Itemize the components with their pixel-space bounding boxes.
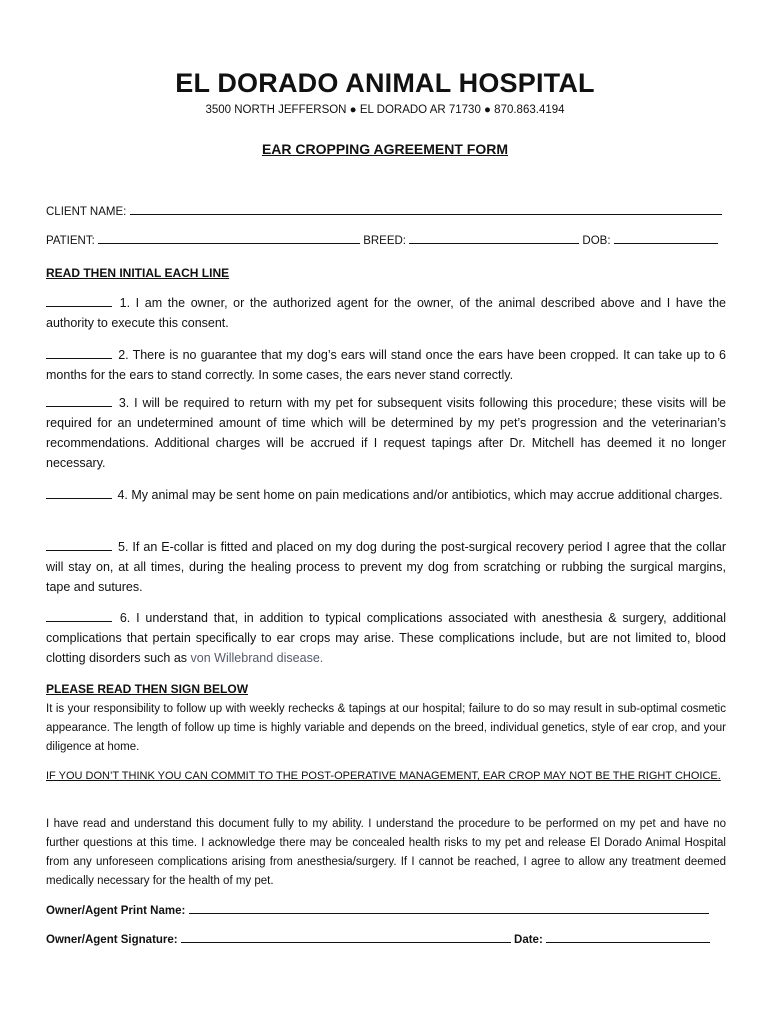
form-title: EAR CROPPING AGREEMENT FORM	[261, 141, 509, 157]
consent-paragraph: I have read and understand this document fully to my ability. I understand the procedure to be performed on my pet and have no further questions at this time. I acknowledge there may be concealed health risks to my pet and release El Dorado Animal Hospital from any unforeseen complications arising from anesthesia/surgery. If I cannot be reached, I agree to allow any treatment deemed medically necessary for the health of my pet.	[46, 818, 726, 887]
consent-item-6	[46, 608, 726, 668]
dob-field[interactable]	[614, 232, 718, 244]
breed-field[interactable]	[409, 232, 579, 244]
initial-field[interactable]	[46, 394, 112, 407]
initial-field[interactable]	[46, 538, 112, 551]
consent-item-5	[46, 537, 726, 597]
print-name-row	[46, 902, 726, 917]
initial-field[interactable]	[46, 294, 112, 307]
item-text: 1. I am the owner, or the authorized agent for the owner, of the animal described above and I have the authority to execute this consent.	[46, 296, 726, 330]
signature-label: Owner/Agent Signature:	[46, 934, 178, 946]
item-text: 2. There is no guarantee that my dog’s ears will stand once the ears have been cropped. It can take up to 6 months for the ears to stand correctly. In some cases, the ears never stand correctly.	[46, 348, 726, 382]
commitment-warning: IF YOU DON’T THINK YOU CAN COMMIT TO THE POST-OPERATIVE MANAGEMENT, EAR CROP MAY NOT BE THE RIGHT CHOICE.	[46, 770, 721, 782]
client-name-row	[46, 203, 726, 218]
client-name-field[interactable]	[130, 203, 722, 215]
dob-label: DOB:	[582, 235, 611, 247]
item-text: 3. I will be required to return with my pet for subsequent visits following this procedure; these visits will be required for an undetermined amount of time which will be determined by my pet’s progression and the veterinarian’s recommendations. Additional charges will be accrued if I request tapings after Dr. Mitchell has deemed it no longer necessary.	[46, 396, 726, 470]
item-text: 6. I understand that, in addition to typical complications associated with anesthesia & surgery, additional complications that pertain specifically to ear crops may arise. These complications include, but are not limited to, blood clotting disorders such as	[46, 611, 726, 665]
client-name-label: CLIENT NAME:	[46, 206, 127, 218]
consent-item-2	[46, 345, 726, 385]
consent-item-1	[46, 293, 726, 333]
date-field[interactable]	[546, 931, 710, 943]
consent-item-4	[46, 485, 726, 505]
von-willebrand-link[interactable]: von Willebrand disease.	[190, 651, 324, 665]
print-name-label: Owner/Agent Print Name:	[46, 905, 186, 917]
breed-label: BREED:	[363, 235, 407, 247]
patient-label: PATIENT:	[46, 235, 95, 247]
hospital-name: EL DORADO ANIMAL HOSPITAL	[175, 68, 595, 98]
initial-section-heading: READ THEN INITIAL EACH LINE	[46, 266, 230, 280]
signature-field[interactable]	[181, 931, 511, 943]
patient-row	[46, 232, 726, 247]
item-text: 4. My animal may be sent home on pain medications and/or antibiotics, which may accrue additional charges.	[117, 488, 723, 502]
print-name-field[interactable]	[189, 902, 709, 914]
signature-row	[46, 931, 726, 946]
initial-field[interactable]	[46, 609, 112, 622]
patient-field[interactable]	[98, 232, 360, 244]
consent-item-3	[46, 393, 726, 473]
responsibility-paragraph: It is your responsibility to follow up with weekly rechecks & tapings at our hospital; failure to do so may result in sub-optimal cosmetic appearance. The length of follow up time is highly variable and depends on the breed, individual genetics, style of ear crop, and your diligence at home.	[46, 703, 726, 753]
initial-field[interactable]	[46, 346, 112, 359]
initial-field[interactable]	[46, 486, 112, 499]
item-text: 5. If an E-collar is fitted and placed on my dog during the post-surgical recovery period I agree that the collar will stay on, at all times, during the healing process to prevent my dog from scratching or rubbing the surgical margins, tape and sutures.	[46, 540, 726, 594]
date-label: Date:	[514, 934, 543, 946]
hospital-address: 3500 NORTH JEFFERSON ● EL DORADO AR 71730 ● 870.863.4194	[205, 104, 565, 116]
sign-section-heading: PLEASE READ THEN SIGN BELOW	[46, 682, 249, 696]
